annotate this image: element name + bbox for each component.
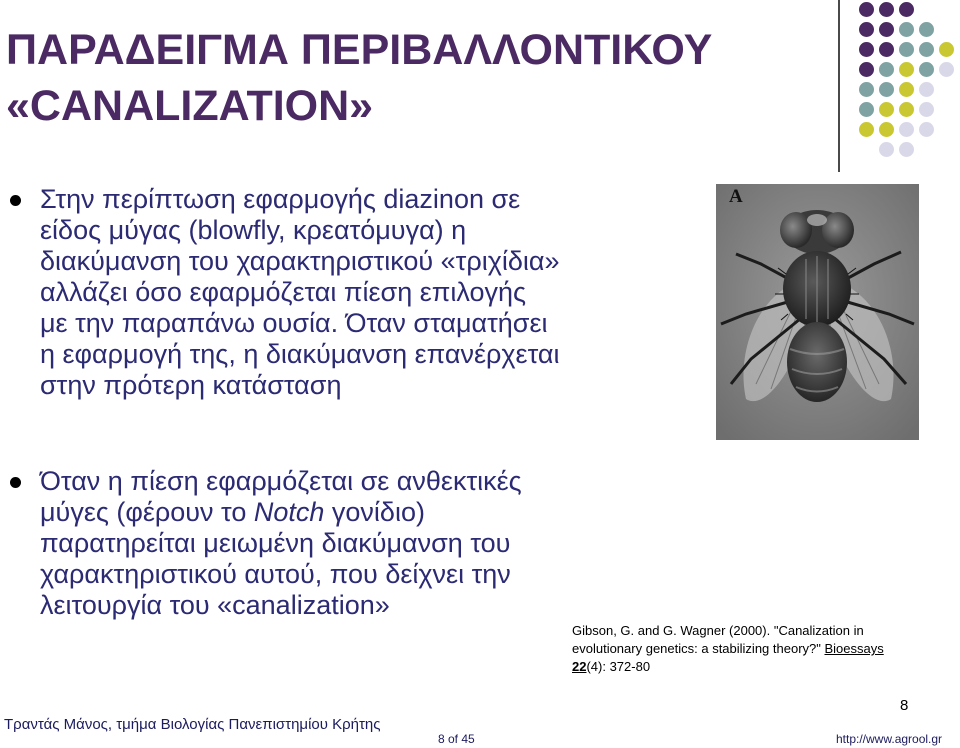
decorative-dot-icon — [879, 42, 894, 57]
decorative-dot-icon — [899, 62, 914, 77]
bullet-line: λειτουργία του «canalization» — [40, 590, 390, 620]
decorative-dot-icon — [899, 82, 914, 97]
decorative-dot-icon — [919, 22, 934, 37]
decorative-dot-icon — [919, 42, 934, 57]
decorative-dot-icon — [899, 142, 914, 157]
footer-author: Τραντάς Μάνος, τμήμα Βιολογίας Πανεπιστημίου Κρήτης — [4, 716, 381, 733]
decorative-dot-icon — [859, 2, 874, 17]
journal-link[interactable]: Bioessays — [824, 641, 884, 656]
decorative-dot-grid — [855, 0, 960, 160]
decorative-dot-icon — [899, 2, 914, 17]
reference-citation — [572, 622, 952, 676]
decorative-dot-icon — [919, 62, 934, 77]
decorative-dot-icon — [879, 2, 894, 17]
decorative-dot-icon — [919, 82, 934, 97]
decorative-dot-icon — [879, 122, 894, 137]
bullet-line: διακύμανση του χαρακτηριστικού «τριχίδια» — [40, 246, 560, 276]
decorative-dot-icon — [859, 102, 874, 117]
decorative-dot-icon — [879, 22, 894, 37]
bullet-line: Όταν η πίεση εφαρμόζεται σε ανθεκτικές — [40, 466, 522, 496]
decorative-dot-icon — [879, 142, 894, 157]
decorative-dot-icon — [899, 22, 914, 37]
decorative-dot-icon — [899, 42, 914, 57]
figure-panel-label: A — [729, 186, 743, 207]
bullet-text — [40, 466, 720, 621]
bullet-line: παρατηρείται μειωμένη διακύμανση του — [40, 528, 511, 558]
decorative-dot-icon — [899, 102, 914, 117]
decorative-dot-icon — [859, 122, 874, 137]
reference-line-part: (4): 372-80 — [586, 659, 651, 674]
reference-line — [572, 640, 952, 658]
bullet-line: αλλάζει όσο εφαρμόζεται πίεση επιλογής — [40, 277, 527, 307]
slide-title-line-1: ΠΑΡΑΔΕΙΓΜΑ ΠΕΡΙΒΑΛΛΟΝΤΙΚΟΥ — [6, 26, 713, 74]
bullet-line: χαρακτηριστικού αυτού, που δείχνει την — [40, 559, 511, 589]
decorative-dot-icon — [919, 122, 934, 137]
bullet-dot-icon — [10, 477, 21, 488]
reference-line-part: evolutionary genetics: a stabilizing theory?" — [572, 641, 825, 656]
gene-name-italic: Notch — [253, 497, 325, 527]
decorative-dot-icon — [859, 62, 874, 77]
bullet-text — [40, 184, 720, 401]
decorative-dot-icon — [859, 42, 874, 57]
fly-illustration — [716, 184, 919, 440]
reference-line — [572, 658, 952, 676]
decorative-dot-icon — [939, 42, 954, 57]
slide-title — [6, 22, 712, 134]
fly-photo — [716, 184, 919, 440]
bullet-line: στην πρότερη κατάσταση — [40, 370, 342, 400]
reference-line: Gibson, G. and G. Wagner (2000). "Canalization in — [572, 623, 864, 638]
bullet-line — [40, 497, 720, 528]
decorative-dot-icon — [879, 102, 894, 117]
bullet-line: Στην περίπτωση εφαρμογής diazinon σε — [40, 184, 521, 214]
volume-number: 22 — [572, 659, 587, 674]
decorative-dot-icon — [899, 122, 914, 137]
bullet-line-part: γονίδιο) — [324, 497, 425, 527]
footer-page-count: 8 of 45 — [438, 732, 475, 746]
decorative-dot-icon — [859, 22, 874, 37]
decorative-dot-icon — [859, 82, 874, 97]
bullet-line: είδος μύγας (blowfly, κρεατόμυγα) η — [40, 215, 467, 245]
slide-number: 8 — [900, 697, 909, 714]
bullet-dot-icon — [10, 195, 21, 206]
decorative-dot-icon — [879, 62, 894, 77]
bullet-line-part: μύγες (φέρουν το — [40, 497, 254, 527]
decorative-dot-icon — [879, 82, 894, 97]
decorative-vertical-line — [838, 0, 840, 172]
decorative-dot-icon — [939, 62, 954, 77]
slide-title-line-2: «CANALIZATION» — [6, 82, 374, 130]
bullet-line: η εφαρμογή της, η διακύμανση επανέρχεται — [40, 339, 560, 369]
bullet-line: με την παραπάνω ουσία. Όταν σταματήσει — [40, 308, 548, 338]
footer-url[interactable]: http://www.agrool.gr — [836, 732, 943, 746]
decorative-dot-icon — [919, 102, 934, 117]
